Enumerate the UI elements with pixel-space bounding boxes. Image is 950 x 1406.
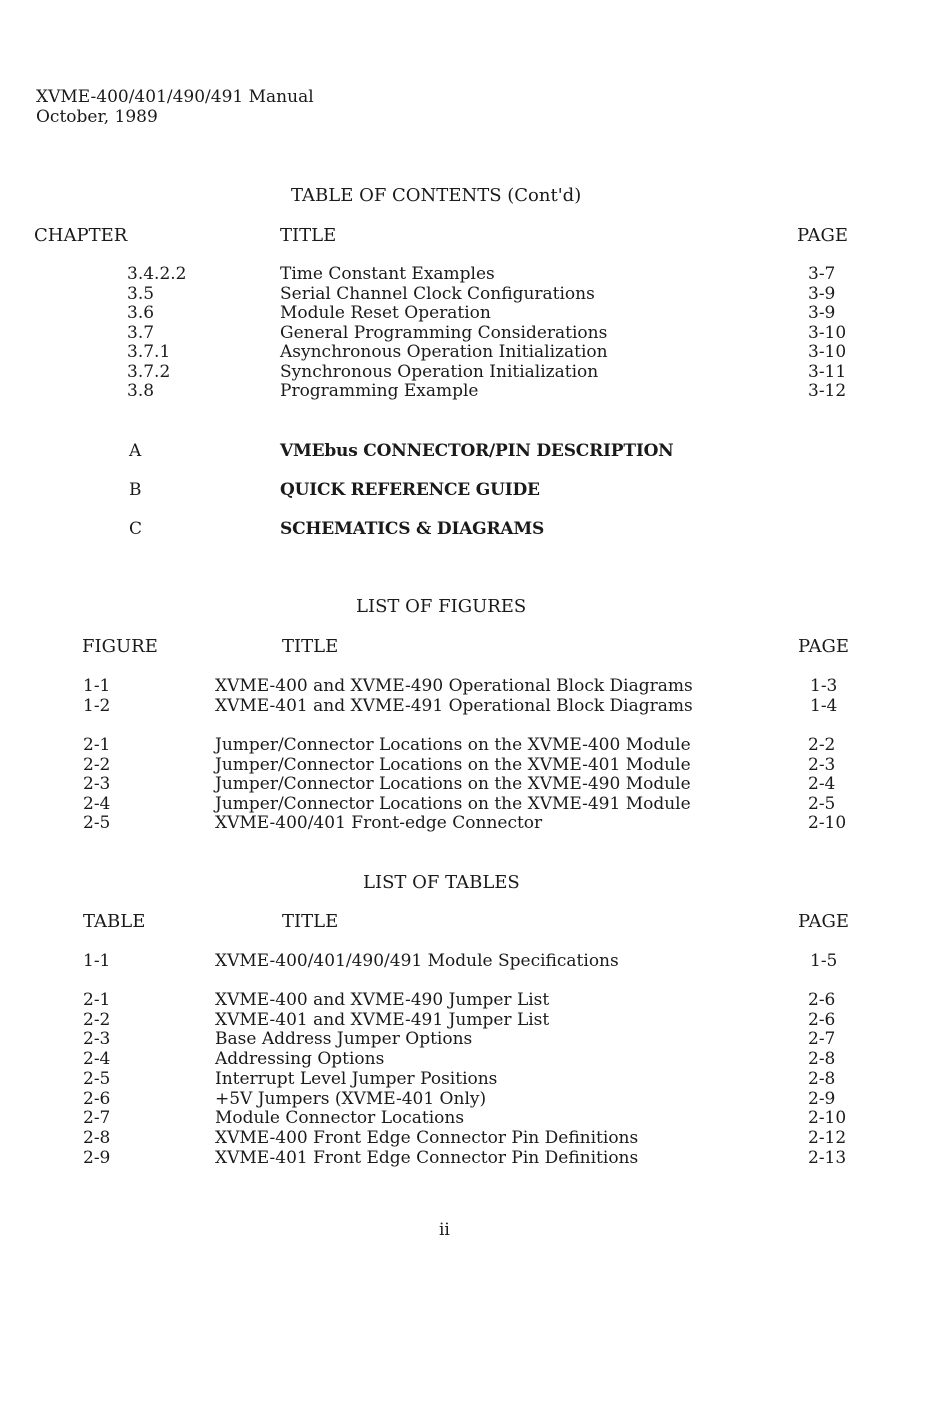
toc-col-chapter: CHAPTER [34, 225, 128, 246]
figures-col-title: TITLE [282, 636, 339, 657]
toc-entry-number: 3.7.1 [127, 342, 171, 362]
toc-entry-page: 3-9 [808, 283, 836, 304]
table-number: 2-2 [83, 1009, 111, 1030]
tables-title: LIST OF TABLES [363, 872, 520, 893]
figure-entry [0, 736, 950, 756]
table-page: 2-9 [808, 1088, 836, 1109]
appendix-letter: B [129, 480, 142, 500]
table-number: 2-5 [83, 1068, 111, 1089]
toc-entry [0, 343, 950, 363]
toc-title: TABLE OF CONTENTS (Cont'd) [291, 185, 582, 206]
toc-col-title: TITLE [280, 225, 337, 246]
table-number: 2-8 [83, 1127, 111, 1148]
figure-number: 1-2 [83, 695, 111, 716]
figure-title: Jumper/Connector Locations on the XVME-400 Module [215, 735, 691, 755]
table-entry [0, 1011, 950, 1031]
table-title: XVME-401 and XVME-491 Jumper List [215, 1009, 550, 1030]
toc-entry-number: 3.4.2.2 [127, 264, 187, 284]
figure-title: Jumper/Connector Locations on the XVME-491 Module [215, 793, 691, 814]
figure-page: 2-4 [808, 774, 836, 794]
figure-number: 1-1 [83, 676, 111, 696]
toc-entry [0, 285, 950, 305]
appendix-title: QUICK REFERENCE GUIDE [280, 480, 540, 500]
table-title: Base Address Jumper Options [215, 1029, 473, 1050]
table-entry [0, 1149, 950, 1169]
table-entry [0, 1030, 950, 1050]
toc-entry [0, 382, 950, 402]
figure-title: XVME-400/401 Front-edge Connector [215, 813, 543, 833]
toc-entry-page: 3-10 [808, 342, 847, 362]
table-number: 2-7 [83, 1108, 111, 1129]
table-page: 2-10 [808, 1108, 847, 1129]
figures-title: LIST OF FIGURES [356, 596, 527, 617]
toc-entry-number: 3.8 [127, 381, 155, 401]
toc-col-page: PAGE [797, 225, 848, 246]
table-number: 2-1 [83, 990, 111, 1010]
table-page: 2-13 [808, 1147, 847, 1168]
figure-title: XVME-401 and XVME-491 Operational Block Diagrams [215, 695, 693, 716]
figure-number: 2-2 [83, 754, 111, 775]
toc-entry-title: Module Reset Operation [280, 303, 491, 323]
table-page: 1-5 [810, 951, 838, 971]
figure-page: 1-4 [810, 695, 838, 716]
toc-entry [0, 324, 950, 344]
figure-entry [0, 775, 950, 795]
table-title: Module Connector Locations [215, 1108, 465, 1129]
table-page: 2-7 [808, 1029, 836, 1050]
figure-number: 2-3 [83, 774, 111, 794]
toc-entry [0, 304, 950, 324]
figure-entry [0, 814, 950, 834]
page-number: ii [439, 1220, 450, 1240]
figure-title: Jumper/Connector Locations on the XVME-401 Module [215, 754, 691, 775]
table-entry [0, 1109, 950, 1129]
table-title: Interrupt Level Jumper Positions [215, 1068, 498, 1089]
table-title: XVME-400 and XVME-490 Jumper List [215, 990, 550, 1010]
appendix-title: VMEbus CONNECTOR/PIN DESCRIPTION [280, 441, 674, 461]
toc-entry-title: Synchronous Operation Initialization [280, 361, 599, 382]
toc-entry [0, 265, 950, 285]
table-title: +5V Jumpers (XVME-401 Only) [215, 1088, 487, 1109]
table-entry [0, 952, 950, 972]
figure-entry [0, 756, 950, 776]
table-entry [0, 1070, 950, 1090]
figure-title: XVME-400 and XVME-490 Operational Block Diagrams [215, 676, 693, 696]
appendix-title: SCHEMATICS & DIAGRAMS [280, 519, 545, 539]
table-entry [0, 1129, 950, 1149]
figure-page: 1-3 [810, 676, 838, 696]
toc-entry-number: 3.7.2 [127, 361, 171, 382]
figure-number: 2-1 [83, 735, 111, 755]
toc-entry-title: Asynchronous Operation Initialization [280, 342, 608, 362]
table-page: 2-8 [808, 1068, 836, 1089]
table-number: 2-9 [83, 1147, 111, 1168]
table-title: XVME-401 Front Edge Connector Pin Definitions [215, 1147, 639, 1168]
figure-number: 2-5 [83, 813, 111, 833]
toc-entry-title: Serial Channel Clock Configurations [280, 283, 595, 304]
figures-col-figure: FIGURE [82, 636, 158, 657]
table-entry [0, 1050, 950, 1070]
appendix-letter: C [129, 519, 143, 539]
toc-entry-page: 3-9 [808, 303, 836, 323]
table-number: 2-4 [83, 1049, 111, 1070]
tables-col-page: PAGE [798, 911, 849, 932]
manual-date: October, 1989 [36, 107, 158, 127]
tables-col-table: TABLE [83, 911, 146, 932]
figure-entry [0, 795, 950, 815]
toc-entry-page: 3-12 [808, 381, 847, 401]
toc-entry-page: 3-11 [808, 361, 847, 382]
table-entry [0, 1090, 950, 1110]
tables-col-title: TITLE [282, 911, 339, 932]
toc-entry-number: 3.6 [127, 303, 155, 323]
toc-entry-title: General Programming Considerations [280, 322, 608, 343]
figure-page: 2-10 [808, 813, 847, 833]
toc-entry-number: 3.7 [127, 322, 155, 343]
table-title: XVME-400/401/490/491 Module Specifications [215, 951, 619, 971]
toc-entry [0, 363, 950, 383]
table-number: 2-3 [83, 1029, 111, 1050]
table-entry [0, 991, 950, 1011]
toc-entry-title: Programming Example [280, 381, 479, 401]
table-number: 1-1 [83, 951, 111, 971]
figures-col-page: PAGE [798, 636, 849, 657]
figure-page: 2-3 [808, 754, 836, 775]
manual-title: XVME-400/401/490/491 Manual [36, 87, 314, 107]
table-title: XVME-400 Front Edge Connector Pin Definitions [215, 1127, 639, 1148]
table-title: Addressing Options [215, 1049, 385, 1070]
table-number: 2-6 [83, 1088, 111, 1109]
appendix-letter: A [129, 441, 142, 461]
toc-entry-page: 3-7 [808, 264, 836, 284]
figure-title: Jumper/Connector Locations on the XVME-490 Module [215, 774, 691, 794]
table-page: 2-6 [808, 990, 836, 1010]
figure-number: 2-4 [83, 793, 111, 814]
table-page: 2-8 [808, 1049, 836, 1070]
toc-entry-title: Time Constant Examples [280, 264, 495, 284]
figure-page: 2-2 [808, 735, 836, 755]
figure-entry [0, 697, 950, 717]
toc-entry-number: 3.5 [127, 283, 155, 304]
figure-entry [0, 677, 950, 697]
toc-entry-page: 3-10 [808, 322, 847, 343]
table-page: 2-6 [808, 1009, 836, 1030]
figure-page: 2-5 [808, 793, 836, 814]
table-page: 2-12 [808, 1127, 847, 1148]
